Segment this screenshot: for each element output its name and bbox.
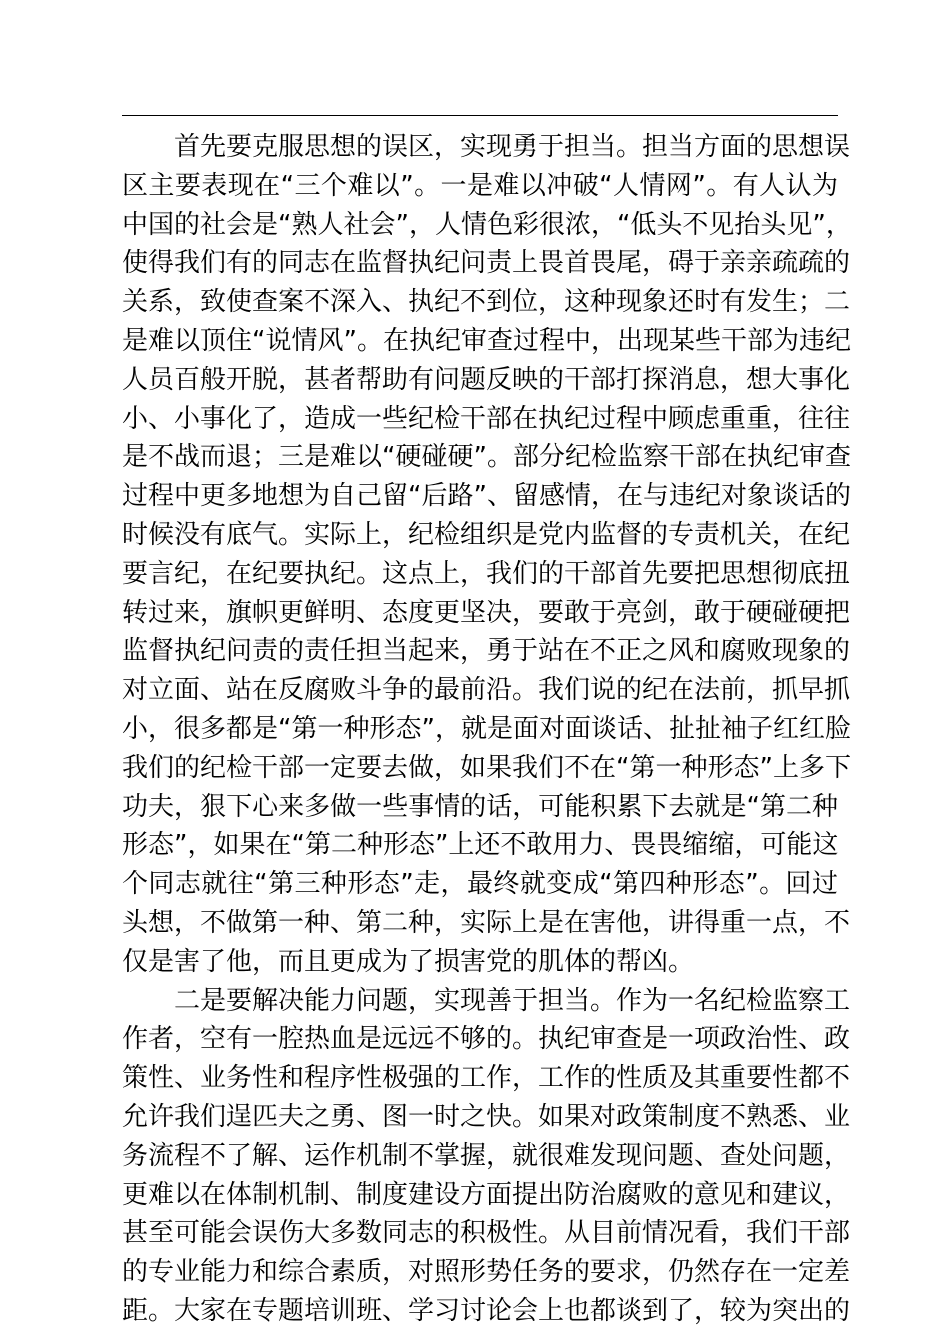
text-line: 关系，致使查案不深入、执纪不到位，这种现象还时有发生；二: [122, 287, 851, 318]
text-line: 是难以顶住“说情风”。在执纪审查过程中，出现某些干部为违纪: [122, 325, 851, 356]
text-line: 仅是害了他，而且更成为了损害党的肌体的帮凶。: [122, 946, 695, 977]
text-line: 个同志就往“第三种形态”走，最终就变成“第四种形态”。回过: [122, 869, 838, 900]
text-line: 的专业能力和综合素质，对照形势任务的要求，仍然存在一定差: [122, 1257, 851, 1288]
text-line: 务流程不了解、运作机制不掌握，就很难发现问题、查处问题，: [122, 1140, 851, 1171]
text-line: 更难以在体制机制、制度建设方面提出防治腐败的意见和建议，: [122, 1179, 851, 1210]
text-line: 时候没有底气。实际上，纪检组织是党内监督的专责机关，在纪: [122, 519, 851, 550]
text-line: 允许我们逞匹夫之勇、图一时之快。如果对政策制度不熟悉、业: [122, 1101, 851, 1132]
text-line: 功夫，狠下心来多做一些事情的话，可能积累下去就是“第二种: [122, 791, 838, 822]
text-line: 首先要克服思想的误区，实现勇于担当。担当方面的思想误: [174, 132, 851, 162]
text-line: 对立面、站在反腐败斗争的最前沿。我们说的纪在法前，抓早抓: [122, 675, 851, 706]
body-text: [122, 128, 852, 1331]
paragraph-2: [122, 982, 851, 1331]
text-line: 作者，空有一腔热血是远远不够的。执纪审查是一项政治性、政: [122, 1024, 851, 1055]
text-line: 监督执纪问责的责任担当起来，勇于站在不正之风和腐败现象的: [122, 636, 851, 667]
text-line: 我们的纪检干部一定要去做，如果我们不在“第一种形态”上多下: [122, 752, 851, 783]
text-line: 区主要表现在“三个难以”。一是难以冲破“人情网”。有人认为: [122, 170, 838, 201]
text-line: 距。大家在专题培训班、学习讨论会上也都谈到了，较为突出的: [122, 1295, 851, 1326]
text-line: 小、小事化了，造成一些纪检干部在执纪过程中顾虑重重，往往: [122, 403, 851, 434]
text-line: 小，很多都是“第一种形态”，就是面对面谈话、扯扯袖子红红脸: [122, 713, 851, 744]
paragraph-1: [122, 128, 852, 982]
text-line: 甚至可能会误伤大多数同志的积极性。从目前情况看，我们干部: [122, 1218, 851, 1249]
text-line: 二是要解决能力问题，实现善于担当。作为一名纪检监察工: [174, 985, 851, 1016]
text-line: 策性、业务性和程序性极强的工作，工作的性质及其重要性都不: [122, 1063, 851, 1094]
text-line: 形态”，如果在“第二种形态”上还不敢用力、畏畏缩缩，可能这: [122, 830, 839, 861]
text-line: 中国的社会是“熟人社会”，人情色彩很浓，“低头不见抬头见”，: [122, 209, 852, 240]
text-line: 人员百般开脱，甚者帮助有问题反映的干部打探消息，想大事化: [122, 364, 851, 395]
text-line: 使得我们有的同志在监督执纪问责上畏首畏尾，碍于亲亲疏疏的: [122, 248, 851, 279]
text-line: 要言纪，在纪要执纪。这点上，我们的干部首先要把思想彻底扭: [122, 558, 851, 589]
text-line: 过程中更多地想为自己留“后路”、留感情，在与违纪对象谈话的: [122, 481, 851, 512]
header-rule: [122, 115, 838, 116]
text-line: 是不战而退；三是难以“硬碰硬”。部分纪检监察干部在执纪审查: [122, 442, 851, 473]
text-line: 头想，不做第一种、第二种，实际上是在害他，讲得重一点，不: [122, 907, 851, 938]
text-line: 转过来，旗帜更鲜明、态度更坚决，要敢于亮剑，敢于硬碰硬把: [122, 597, 851, 628]
